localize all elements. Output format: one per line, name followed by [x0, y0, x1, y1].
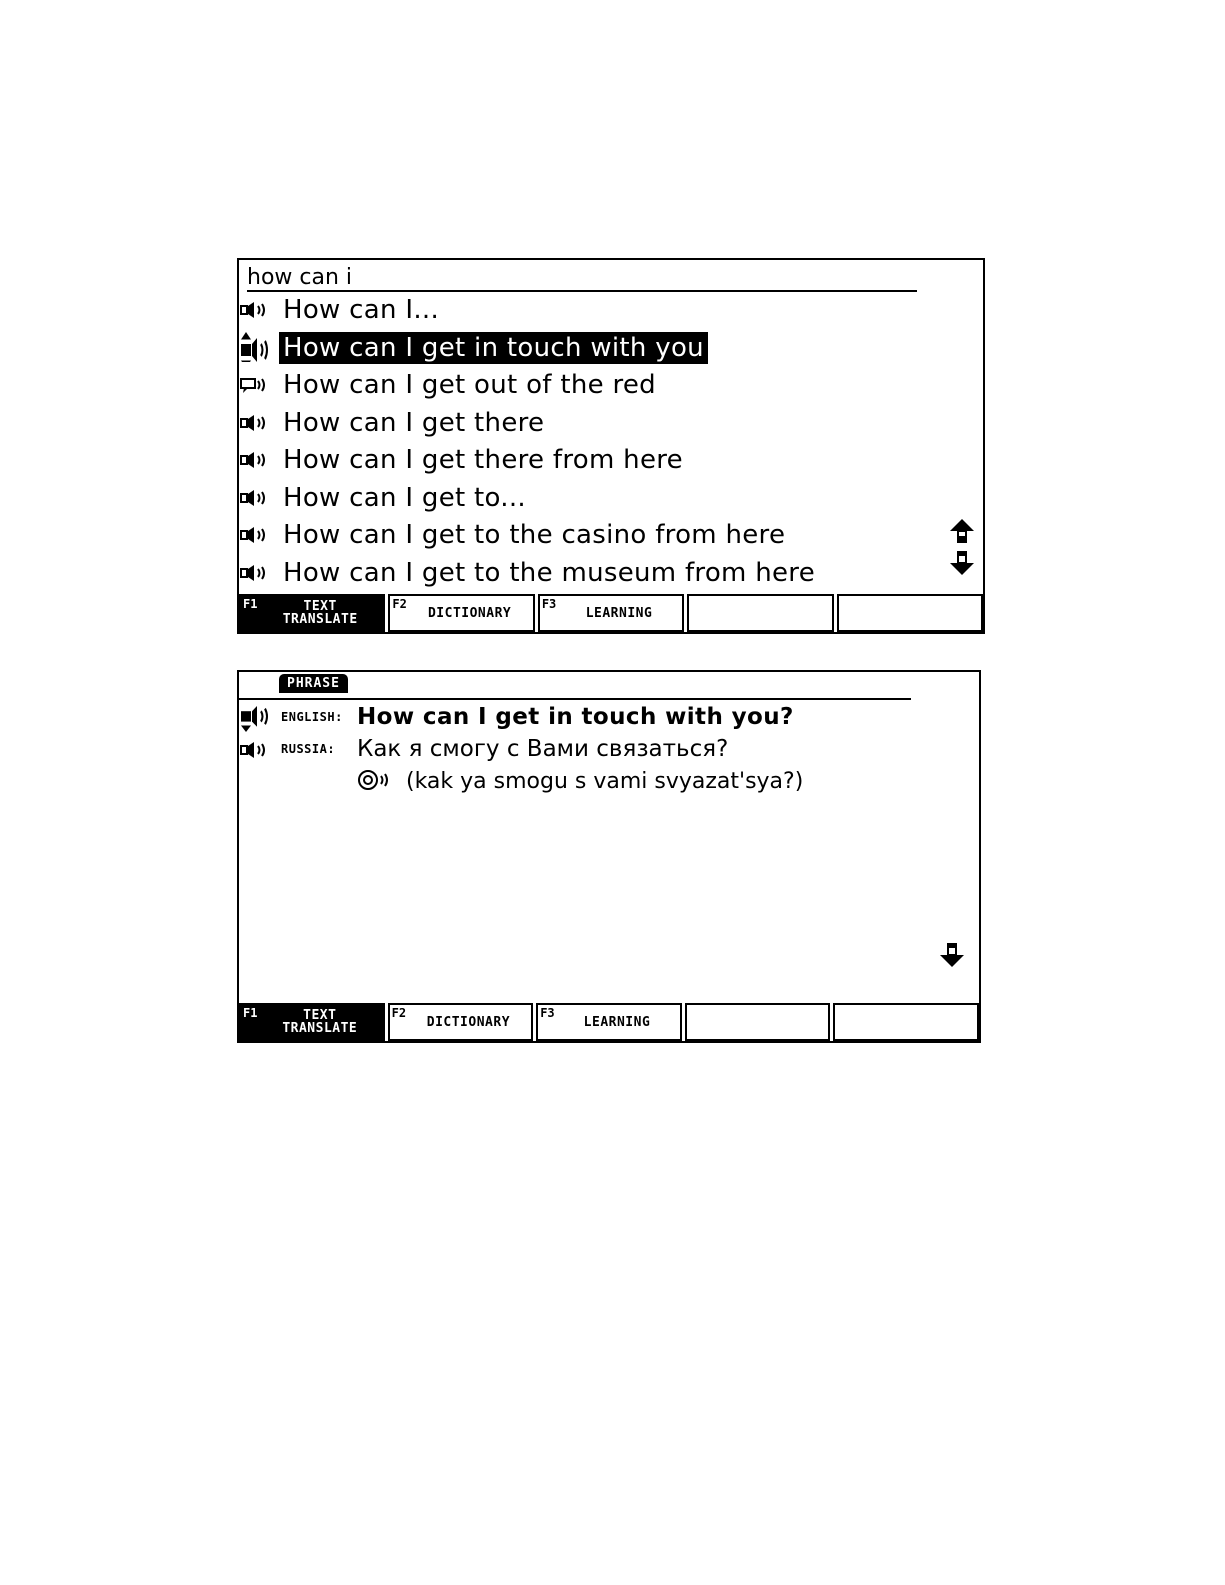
list-item[interactable]: [239, 480, 939, 518]
function-key-bar: [239, 594, 983, 632]
english-text: How can I get in touch with you?: [357, 704, 794, 730]
scroll-down-icon[interactable]: [939, 942, 965, 968]
speech-bubble-speaker-icon: [240, 375, 272, 395]
phrase-detail-screen: [237, 670, 981, 1043]
list-item[interactable]: [239, 405, 939, 443]
phrase-tab: PHRASE: [279, 674, 348, 693]
transliteration-row: [239, 768, 959, 800]
pronunciation-speaker-icon[interactable]: [357, 768, 399, 792]
list-item-text: How can I get there: [283, 407, 545, 438]
speaker-icon[interactable]: [240, 740, 272, 760]
scroll-up-icon[interactable]: [949, 518, 975, 544]
function-key-bar: [239, 1003, 979, 1041]
list-item-text: How can I get in touch with you: [279, 332, 708, 364]
list-item-text: How can I...: [283, 295, 440, 325]
speaker-icon: [240, 525, 272, 545]
list-item-text: How can I get to the museum from here: [283, 557, 816, 588]
russian-text: Как я смогу с Вами связаться?: [357, 736, 729, 762]
list-item[interactable]: [239, 442, 939, 480]
transliteration: [357, 768, 803, 794]
list-item-text: How can I get to...: [283, 482, 526, 513]
scroll-down-icon[interactable]: [949, 550, 975, 576]
fkey-number: F3: [541, 597, 557, 611]
list-item[interactable]: [239, 292, 939, 330]
list-item[interactable]: [239, 330, 939, 368]
list-item[interactable]: [239, 517, 939, 555]
speaker-icon: [240, 488, 272, 508]
header-divider: [239, 698, 911, 700]
fkey-label: DICTIONARY: [427, 605, 512, 621]
f3-learning-key[interactable]: [536, 1003, 682, 1041]
list-item-text: How can I get out of the red: [283, 370, 656, 400]
search-input[interactable]: [247, 264, 917, 292]
fkey-label: LEARNING: [583, 1014, 651, 1030]
fkey-label: DICTIONARY: [426, 1014, 511, 1030]
list-item-text: How can I get there from here: [283, 445, 683, 475]
speaker-icon: [240, 413, 272, 433]
f1-text-translate-key[interactable]: [239, 1003, 385, 1041]
english-row: [239, 704, 959, 736]
f1-text-translate-key[interactable]: [239, 594, 385, 632]
english-label: ENGLISH:: [281, 710, 343, 724]
speaker-icon: [240, 563, 272, 583]
fkey-number: F2: [391, 1006, 407, 1020]
transliteration-text: (kak ya smogu s vami svyazat'sya?): [406, 769, 804, 794]
f3-learning-key[interactable]: [538, 594, 684, 632]
f4-empty-key[interactable]: [687, 594, 833, 632]
phrase-search-screen: [237, 258, 985, 634]
speaker-updown-icon: [240, 332, 272, 362]
fkey-number: F2: [392, 597, 407, 611]
phrase-list: [239, 292, 939, 592]
fkey-label: LEARNING: [585, 605, 653, 621]
fkey-label: TEXT TRANSLATE: [282, 1008, 358, 1036]
list-item[interactable]: [239, 367, 939, 405]
russian-row: [239, 736, 959, 768]
speaker-icon: [240, 450, 272, 470]
scroll-arrows: [949, 518, 975, 582]
fkey-label: TEXT TRANSLATE: [282, 599, 358, 627]
f2-dictionary-key[interactable]: [388, 1003, 534, 1041]
f5-empty-key[interactable]: [837, 594, 983, 632]
russian-label: RUSSIA:: [281, 742, 336, 756]
fkey-number: F3: [540, 1006, 555, 1020]
speaker-icon: [240, 300, 272, 320]
fkey-number: F1: [243, 597, 258, 611]
fkey-number: F1: [243, 1006, 258, 1020]
list-item[interactable]: [239, 555, 939, 593]
f2-dictionary-key[interactable]: [388, 594, 534, 632]
f5-empty-key[interactable]: [833, 1003, 979, 1041]
f4-empty-key[interactable]: [685, 1003, 831, 1041]
speaker-updown-icon[interactable]: [240, 706, 272, 732]
list-item-text: How can I get to the casino from here: [283, 520, 786, 550]
